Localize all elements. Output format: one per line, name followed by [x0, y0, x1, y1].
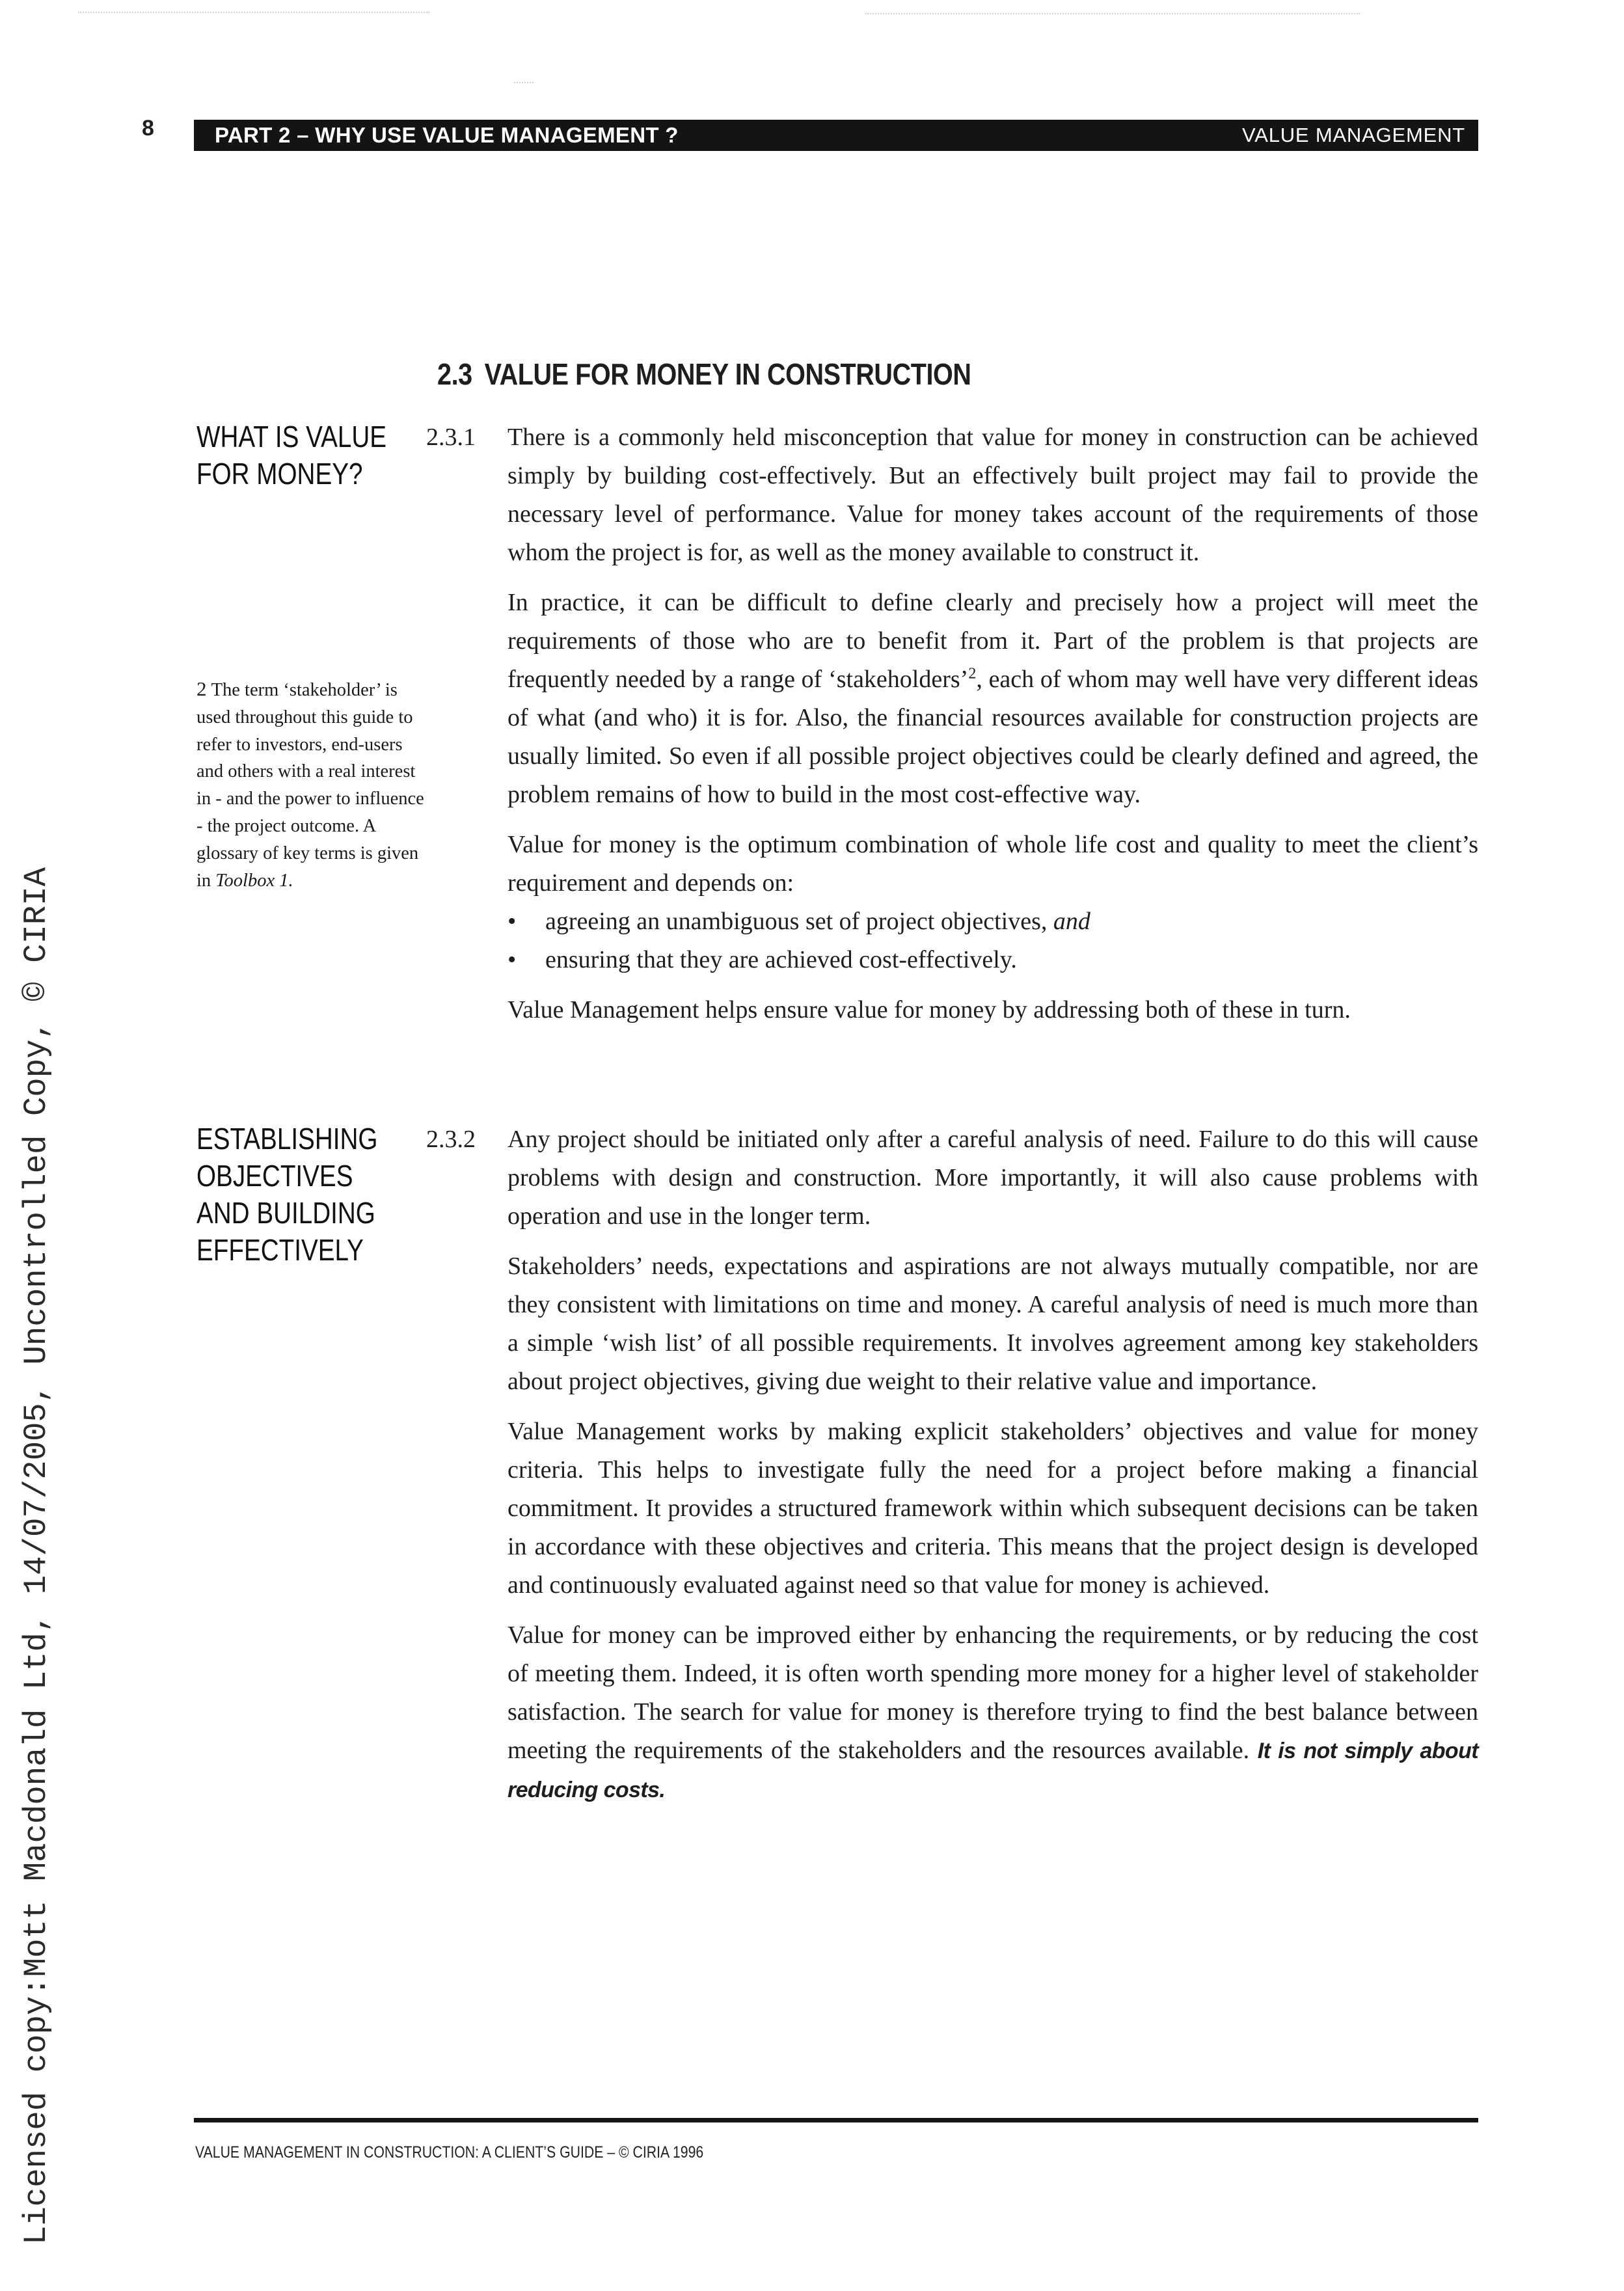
body-paragraph: Value for money is the optimum combination of whole life cost and quality to meet the client’s requirement and depends on: — [508, 831, 1478, 897]
body-paragraph: There is a commonly held misconception that value for money in construction can be achieved simply by building cost-effectively. But an effectively built project may fail to provide the necessary level of performance. Value for money takes account of the requirements of those whom the project is for, as well as the money available to construct it. — [508, 424, 1478, 566]
footnote-reference: 2 — [968, 665, 977, 683]
emphasis-statement: It is not simply about reducing costs. — [508, 1739, 1478, 1802]
page-number: 8 — [142, 116, 154, 141]
section-title-text: VALUE FOR MONEY IN CONSTRUCTION — [484, 357, 971, 391]
body-paragraph: Stakeholders’ needs, expectations and aspirations are not always mutually compatible, nor are they consistent with limitations on time and money. A careful analysis of need is much more than a simple ‘wish list’ of all possible requirements. It involves agreement among key stakeholders about project objectives, giving due weight to their relative value and importance. — [508, 1253, 1478, 1395]
side-heading-establishing-objectives: ESTABLISHING OBJECTIVES AND BUILDING EFFECTIVELY — [196, 1122, 378, 1267]
scan-artifact-line — [514, 82, 534, 83]
body-paragraph: Value Management helps ensure value for money by addressing both of these in turn. — [508, 996, 1351, 1023]
part-title: PART 2 – WHY USE VALUE MANAGEMENT ? — [215, 123, 679, 147]
running-title: VALUE MANAGEMENT — [1242, 124, 1465, 146]
body-text: In practice, it can be difficult to define clearly and precisely how a project will meet the requirements of those who are to benefit from it. Part of the problem is that projects are frequently needed by a range of ‘stakeholders’ — [508, 589, 1478, 693]
footnote-marker: 2 — [196, 677, 207, 700]
body-paragraph — [508, 1616, 1478, 1810]
bullet-list — [508, 902, 1478, 979]
footnote-2 — [196, 675, 431, 894]
side-heading-what-is-value: WHAT IS VALUE FOR MONEY? — [196, 420, 387, 491]
section-title — [437, 357, 971, 392]
list-item: • ensuring that they are achieved cost-effectively. — [508, 941, 1478, 979]
body-paragraph — [508, 584, 1478, 814]
footnote-toolbox-ref: Toolbox 1. — [215, 870, 293, 891]
license-watermark: Licensed copy:Mott Macdonald Ltd, 14/07/2005, Uncontrolled Copy, © CIRIA — [18, 867, 55, 2245]
body-section-2-3-2 — [508, 1120, 1478, 1821]
body-paragraph: Value Management works by making explicit stakeholders’ objectives and value for money criteria. This helps to investigate fully the need for a project before making a financial commitment. It provides a structured framework within which subsequent decisions can be taken in accordance with these objectives and criteria. This means that the project design is developed and continuously evaluated against need so that value for money is achieved. — [508, 1418, 1478, 1599]
body-text: Value for money can be improved either by enhancing the requirements, or by reducing the cost of meeting them. Indeed, it is often worth spending more money for a higher level of stakeholder satisfaction. The search for value for money is therefore trying to find the best balance between meeting the requirements of the stakeholders and the resources available. — [508, 1621, 1478, 1764]
body-paragraph: Any project should be initiated only after a careful analysis of need. Failure to do this will cause problems with design and construction. More importantly, it will also cause problems with operation and use in the longer term. — [508, 1126, 1478, 1230]
body-section-2-3-1 — [508, 418, 1478, 1041]
scan-artifact-line — [865, 13, 1360, 14]
paragraph-number-2-3-1: 2.3.1 — [426, 424, 476, 451]
footer-text: VALUE MANAGEMENT IN CONSTRUCTION: A CLIENT’S GUIDE – © CIRIA 1996 — [195, 2143, 704, 2162]
footnote-text: The term ‘stakeholder’ is used throughout this guide to refer to investors, end-users and others with a real interest in - and the power to influence - the project outcome. A glossary of key terms is given in — [196, 680, 424, 891]
bullet-emphasis: and — [1053, 908, 1090, 935]
bullet-text: agreeing an unambiguous set of project objectives, — [545, 908, 1048, 935]
scan-artifact-line — [78, 12, 429, 13]
paragraph-number-2-3-2: 2.3.2 — [426, 1126, 476, 1153]
section-number: 2.3 — [437, 357, 472, 391]
list-item — [508, 902, 1478, 941]
body-text: , each of whom may well have very different ideas of what (and who) it is for. Also, the financial resources available for construction projects are usually limited. So even if all possible project objectives could be clearly defined and agreed, the problem remains of how to build in the most cost-effective way. — [508, 666, 1478, 808]
running-header-bar — [194, 120, 1478, 151]
footer-rule — [194, 2118, 1478, 2122]
